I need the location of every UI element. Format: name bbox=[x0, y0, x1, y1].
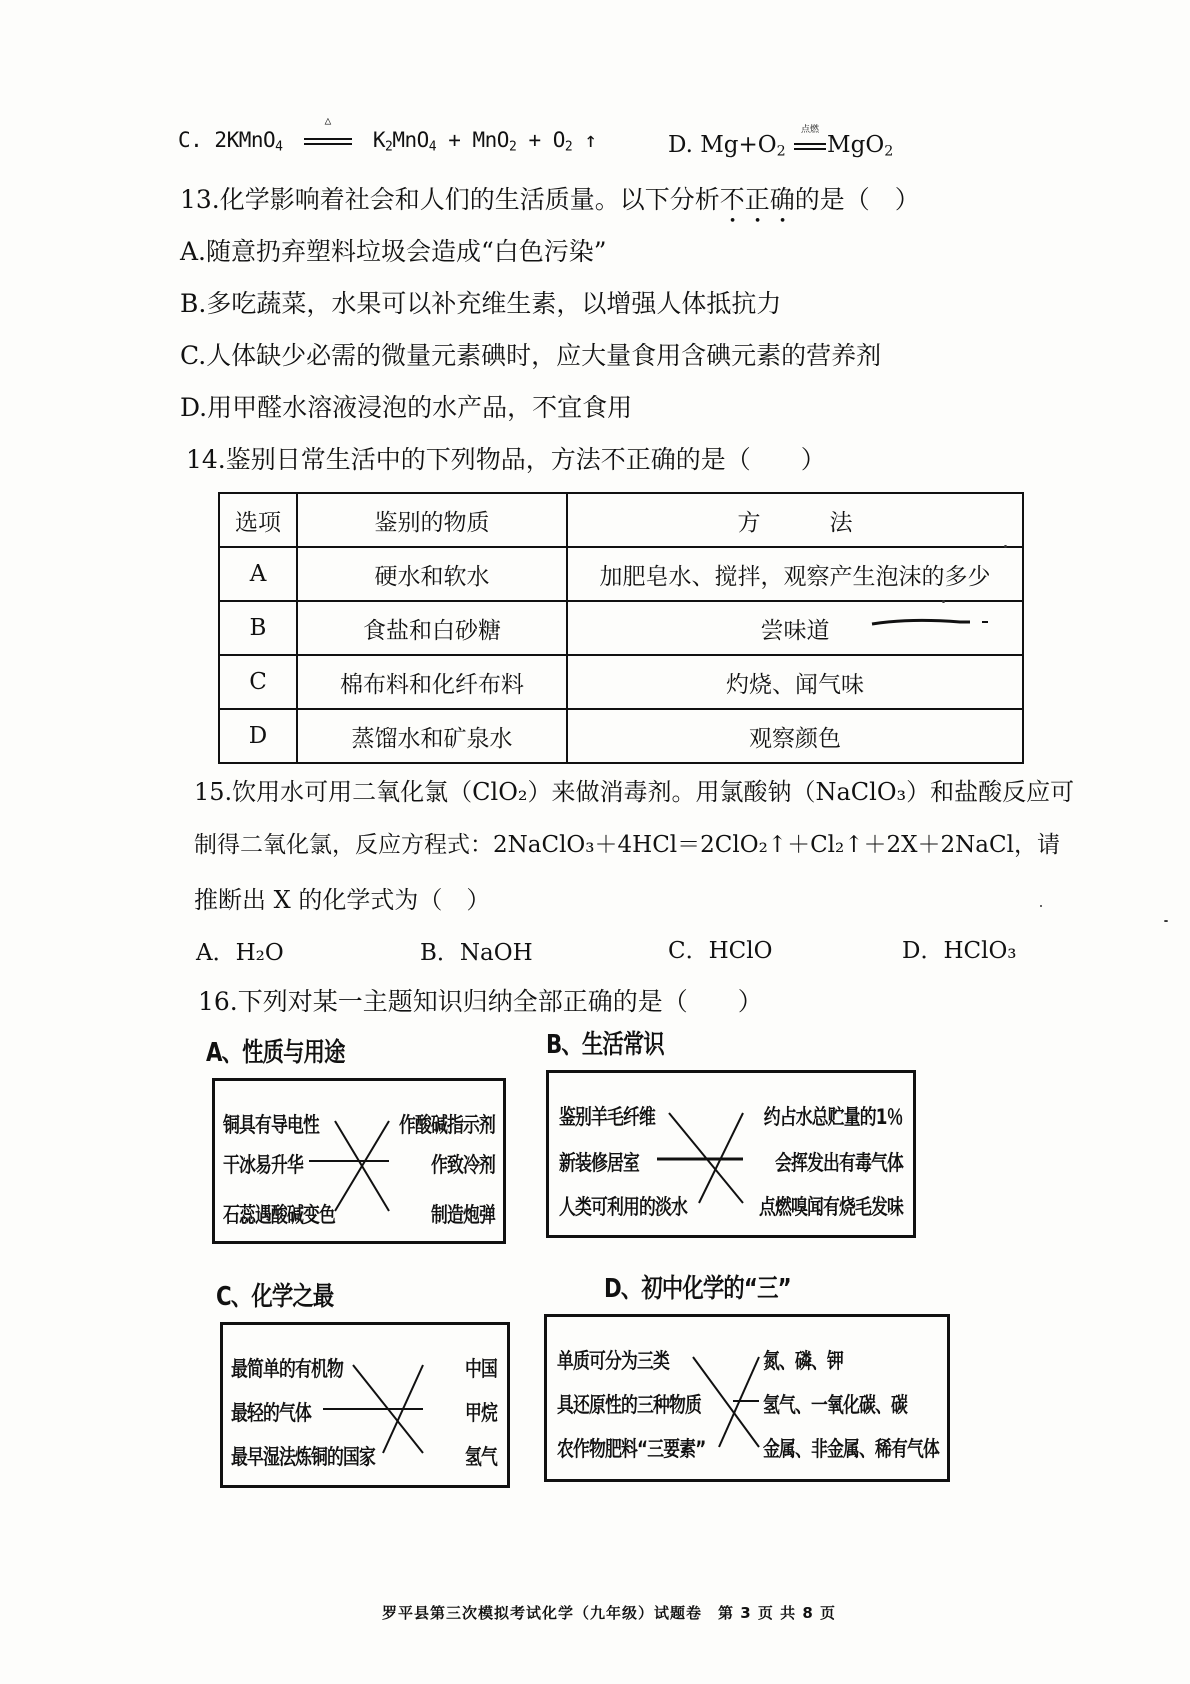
panel-d-title: D、初中化学的“三” bbox=[604, 1274, 791, 1304]
panel-d bbox=[544, 1314, 950, 1482]
q15-option-a: A．H₂O bbox=[196, 940, 284, 966]
scan-speck bbox=[1164, 920, 1168, 922]
panel-a-title: A、性质与用途 bbox=[206, 1038, 345, 1068]
panel-a-right-2: 作致冷剂 bbox=[431, 1153, 495, 1177]
q14-stem: 14.鉴别日常生活中的下列物品，方法不正确的是（ ） bbox=[186, 445, 826, 474]
q12-c-label: C. 2KMnO bbox=[178, 128, 276, 152]
panel-b-left-2: 新装修居室 bbox=[559, 1151, 639, 1175]
cell-option: D bbox=[219, 709, 297, 763]
panel-d-left-3: 农作物肥料“三要素” bbox=[557, 1437, 706, 1461]
panel-c-left-2: 最轻的气体 bbox=[231, 1401, 311, 1425]
table-row bbox=[219, 547, 1023, 601]
q12-c-arrow: △ bbox=[301, 128, 355, 152]
panel-a bbox=[212, 1078, 506, 1244]
panel-c-right-1: 中国 bbox=[465, 1357, 497, 1381]
q12-d-arrow: 点燃 bbox=[793, 132, 827, 158]
panel-c-right-3: 氢气 bbox=[465, 1445, 497, 1469]
q13-option-c: C.人体缺少必需的微量元素碘时，应大量食用含碘元素的营养剂 bbox=[180, 341, 882, 370]
q13-option-a: A.随意扔弃塑料垃圾会造成“白色污染” bbox=[180, 237, 607, 266]
panel-d-right-2: 氢气、一氧化碳、碳 bbox=[763, 1393, 907, 1417]
scan-speck bbox=[942, 600, 945, 603]
q15-option-b: B．NaOH bbox=[420, 940, 533, 966]
panel-c-right-2: 甲烷 bbox=[465, 1401, 497, 1425]
panel-c-left-3: 最早湿法炼铜的国家 bbox=[231, 1445, 375, 1469]
panel-b-left-1: 鉴别羊毛纤维 bbox=[559, 1105, 655, 1129]
cell-substances: 蒸馏水和矿泉水 bbox=[297, 709, 567, 763]
scan-speck bbox=[1040, 905, 1042, 907]
cell-method: 尝味道 bbox=[567, 601, 1023, 655]
panel-b-left-3: 人类可利用的淡水 bbox=[559, 1195, 687, 1219]
panel-b-right-2: 会挥发出有毒气体 bbox=[775, 1151, 903, 1175]
q12-d-product: MgO bbox=[827, 132, 885, 158]
q15-option-c: C．HClO bbox=[668, 938, 773, 964]
cell-option: A bbox=[219, 547, 297, 601]
q12-option-c: C. 2KMnO$_4$ △ $K_2MnO_4 + MnO_2 + O_2$ ↑ bbox=[178, 114, 597, 155]
panel-d-left-2: 具还原性的三种物质 bbox=[557, 1393, 701, 1417]
panel-d-right-1: 氮、磷、钾 bbox=[763, 1349, 843, 1373]
table-header-row bbox=[219, 493, 1023, 547]
panel-a-right-1: 作酸碱指示剂 bbox=[399, 1113, 495, 1137]
cell-substances: 棉布料和化纤布料 bbox=[297, 655, 567, 709]
header-method: 方 法 bbox=[567, 493, 1023, 547]
panel-d-right-3: 金属、非金属、稀有气体 bbox=[763, 1437, 939, 1461]
cell-option: C bbox=[219, 655, 297, 709]
header-option: 选项 bbox=[219, 493, 297, 547]
cell-substances: 食盐和白砂糖 bbox=[297, 601, 567, 655]
q13-stem bbox=[180, 180, 920, 229]
q15-line1: 15.饮用水可用二氧化氯（ClO₂）来做消毒剂。用氯酸钠（NaClO₃）和盐酸反应可 bbox=[194, 778, 1075, 806]
cell-method: 观察颜色 bbox=[567, 709, 1023, 763]
header-substances: 鉴别的物质 bbox=[297, 493, 567, 547]
panel-b-right-1: 约占水总贮量的1％ bbox=[764, 1105, 903, 1129]
panel-d-left-1: 单质可分为三类 bbox=[557, 1349, 669, 1373]
panel-b-right-3: 点燃嗅闻有烧毛发味 bbox=[759, 1195, 903, 1219]
q13-stem-text: 13.化学影响着社会和人们的生活质量。以下分析 bbox=[180, 185, 720, 214]
panel-c bbox=[220, 1322, 510, 1488]
q15-line3: 推断出 X 的化学式为（ ） bbox=[194, 886, 491, 914]
page-footer: 罗平县第三次模拟考试化学（九年级）试题卷 第 3 页 共 8 页 bbox=[382, 1604, 836, 1622]
q15-option-d: D．HClO₃ bbox=[902, 938, 1017, 964]
q12-c-products: K bbox=[372, 128, 385, 152]
panel-c-title: C、化学之最 bbox=[216, 1282, 334, 1312]
q12-d-label: D. Mg+O bbox=[668, 132, 777, 158]
cell-option: B bbox=[219, 601, 297, 655]
q16-stem: 16.下列对某一主题知识归纳全部正确的是（ ） bbox=[198, 987, 763, 1016]
q13-stem-end: 的是（ ） bbox=[794, 185, 920, 214]
cell-method: 加肥皂水、搅拌，观察产生泡沫的多少 bbox=[567, 547, 1023, 601]
q13-option-b: B.多吃蔬菜，水果可以补充维生素，以增强人体抵抗力 bbox=[180, 289, 782, 318]
panel-b bbox=[546, 1070, 916, 1238]
table-row bbox=[219, 709, 1023, 763]
panel-c-left-1: 最简单的有机物 bbox=[231, 1357, 343, 1381]
q13-emphasis: 不正确 bbox=[719, 185, 795, 214]
scan-speck bbox=[1004, 545, 1007, 548]
cell-method: 灼烧、闻气味 bbox=[567, 655, 1023, 709]
cell-substances: 硬水和软水 bbox=[297, 547, 567, 601]
q15-line2: 制得二氧化氯，反应方程式：2NaClO₃＋4HCl＝2ClO₂↑＋Cl₂↑＋2X＋2NaCl，请 bbox=[194, 832, 1060, 858]
panel-a-left-2: 干冰易升华 bbox=[223, 1153, 303, 1177]
q12-option-d: D. $Mg+O_2$ 点燃 MgO$_2$ bbox=[668, 125, 894, 160]
panel-a-left-1: 铜具有导电性 bbox=[223, 1113, 319, 1137]
pen-stroke-mark bbox=[870, 612, 1000, 632]
panel-a-left-3: 石蕊遇酸碱变色 bbox=[223, 1203, 335, 1227]
q13-option-d: D.用甲醛水溶液浸泡的水产品，不宜食用 bbox=[180, 393, 633, 422]
panel-b-title: B、生活常识 bbox=[546, 1030, 664, 1060]
panel-a-right-3: 制造炮弹 bbox=[431, 1203, 495, 1227]
table-row bbox=[219, 655, 1023, 709]
